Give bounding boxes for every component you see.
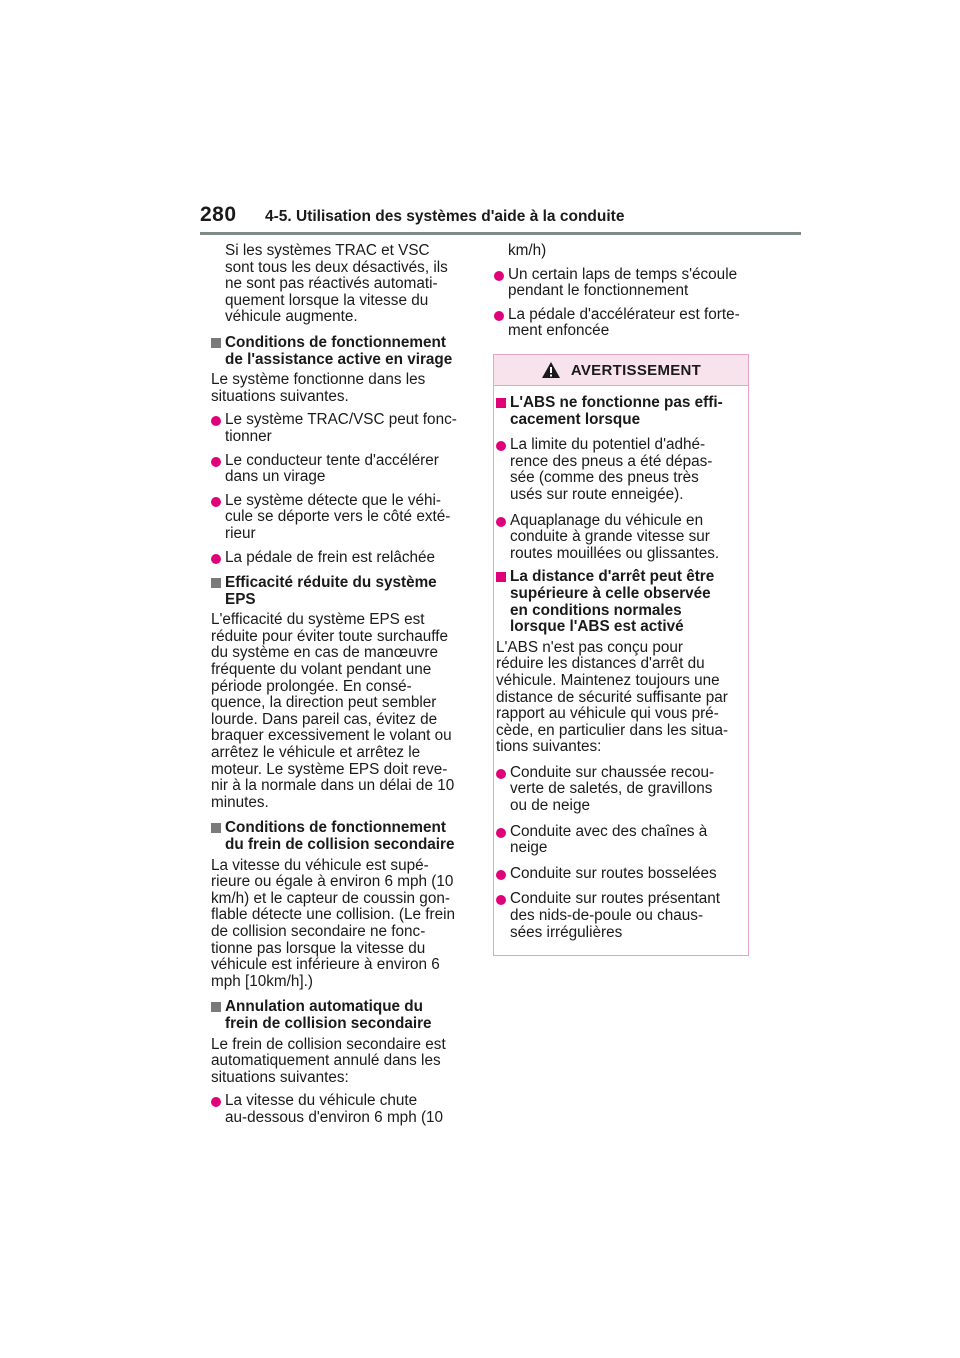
text-line: sées irrégulières: [510, 923, 623, 941]
text-line: La distance d'arrêt peut être: [510, 568, 715, 586]
text-line: Le système détecte que le véhi-: [225, 491, 441, 509]
text-line: usés sur route enneigée).: [510, 485, 684, 503]
list-item-text: [508, 267, 756, 300]
heading-square-icon: [211, 823, 221, 833]
warning-title: AVERTISSEMENT: [570, 361, 702, 379]
text-line: Un certain laps de temps s'écoule: [508, 265, 738, 283]
text-line: Conduite sur routes présentant: [510, 890, 721, 908]
text-line: fréquente du volant pendant une: [211, 661, 432, 679]
text-line: cacement lorsque: [510, 410, 641, 428]
text-line: tionne pas lorsque la vitesse du: [211, 939, 426, 957]
text-line: situations suivantes:: [211, 1068, 349, 1086]
list-item: [496, 513, 739, 563]
list-item: [494, 307, 756, 340]
text-line: arrêtez le véhicule et arrêtez le: [211, 744, 421, 762]
list-item-text: [510, 765, 739, 815]
list-item-text: [225, 493, 473, 543]
bullet-icon: [494, 271, 504, 281]
text-line: nir à la normale dans un délai de 10: [211, 777, 455, 795]
bullet-icon: [211, 416, 221, 426]
text-line: cule se déporte vers le côté exté-: [225, 508, 451, 526]
text-line: Le système TRAC/VSC peut fonc-: [225, 411, 457, 429]
heading-text: [225, 999, 473, 1032]
bullet-icon: [211, 554, 221, 564]
text-line: L'efficacité du système EPS est: [211, 611, 425, 629]
warning-header: [494, 355, 748, 386]
list-item: [496, 765, 739, 815]
heading-text: [225, 575, 473, 608]
bullet-icon: [211, 1097, 221, 1107]
paragraph: [211, 1037, 473, 1087]
paragraph: [211, 372, 473, 405]
bullet-icon: [496, 517, 506, 527]
text-line: Le système fonctionne dans les: [211, 371, 426, 389]
list-item: [211, 1093, 473, 1126]
text-line: moteur. Le système EPS doit reve-: [211, 760, 448, 778]
text-line: ne sont pas réactivés automati-: [225, 275, 438, 293]
text-line: véhicule augmente.: [225, 308, 358, 326]
list-item-text: [225, 412, 473, 445]
paragraph: [211, 612, 473, 811]
text-line: km/h) et le capteur de coussin gon-: [211, 889, 450, 907]
heading-text: [510, 569, 739, 635]
list-item: [496, 437, 739, 503]
text-line: L'ABS n'est pas conçu pour: [496, 638, 683, 656]
text-line: L'ABS ne fonctionne pas effi-: [510, 394, 723, 411]
text-line: Conduite avec des chaînes à: [510, 822, 708, 840]
heading-text: [225, 335, 473, 368]
text-line: La pédale de frein est relâchée: [225, 548, 436, 566]
warning-triangle-icon: [541, 361, 561, 379]
text-line: de collision secondaire ne fonc-: [211, 922, 426, 940]
text-line: rieure ou égale à environ 6 mph (10: [211, 873, 454, 891]
text-line: EPS: [225, 590, 256, 608]
intro-paragraph: [211, 243, 473, 326]
text-line: frein de collision secondaire: [225, 1014, 432, 1032]
heading-square-icon: [496, 398, 506, 408]
list-item-text: [225, 550, 473, 567]
text-line: dans un virage: [225, 468, 326, 486]
text-line: Annulation automatique du: [225, 998, 423, 1016]
text-line: Le frein de collision secondaire est: [211, 1035, 446, 1053]
list-item-text: [510, 437, 739, 503]
text-line: en conditions normales: [510, 601, 682, 619]
warning-body: [494, 386, 748, 941]
text-line: véhicule est inférieure à environ 6: [211, 956, 440, 974]
text-line: rieur: [225, 524, 256, 542]
heading-square-icon: [496, 572, 506, 582]
heading-square-icon: [211, 1002, 221, 1012]
text-line: pendant le fonctionnement: [508, 282, 689, 300]
text-line: neige: [510, 839, 548, 857]
heading-active-cornering: [211, 335, 473, 368]
text-line: période prolongée. En consé-: [211, 677, 412, 695]
text-line: réduite pour éviter toute surchauffe: [211, 627, 448, 645]
text-line: rapport au véhicule qui vous pré-: [496, 705, 719, 723]
list-item: [496, 866, 739, 883]
bullet-icon: [496, 828, 506, 838]
warning-box: [493, 354, 749, 956]
list-item-text: [510, 866, 739, 883]
text-line: sée (comme des pneus très: [510, 469, 699, 487]
text-line: routes mouillées ou glissantes.: [510, 544, 720, 562]
page-number: 280: [200, 203, 237, 226]
list-item: [211, 493, 473, 543]
heading-eps: [211, 575, 473, 608]
list-item: [211, 550, 473, 567]
text-line: lorsque l'ABS est activé: [510, 618, 684, 636]
heading-text: [510, 395, 739, 428]
text-line: braquer excessivement le volant ou: [211, 727, 452, 745]
bullet-icon: [496, 441, 506, 451]
text-line: flable détecte une collision. (Le frein: [211, 906, 456, 924]
text-line: tions suivantes:: [496, 738, 602, 756]
right-column: [494, 243, 756, 340]
bullet-icon: [496, 769, 506, 779]
bullet-icon: [494, 311, 504, 321]
warning-heading-stopping-distance: [496, 569, 739, 635]
text-line: Efficacité réduite du système: [225, 574, 437, 592]
text-line: Si les systèmes TRAC et VSC: [225, 242, 430, 259]
list-item-text: [225, 453, 473, 486]
text-line: Conditions de fonctionnement: [225, 333, 446, 351]
text-line: distance de sécurité suffisante par: [496, 688, 728, 706]
continued-text: [494, 243, 756, 260]
text-line: La vitesse du véhicule est supé-: [211, 856, 429, 874]
text-line: de l'assistance active en virage: [225, 350, 453, 368]
list-item: [496, 824, 739, 857]
text-line: La pédale d'accélérateur est forte-: [508, 305, 740, 323]
text-line: Le conducteur tente d'accélérer: [225, 451, 439, 469]
list-item: [211, 412, 473, 445]
heading-auto-cancel: [211, 999, 473, 1032]
text-line: conduite à grande vitesse sur: [510, 528, 710, 546]
heading-text: [225, 820, 473, 853]
paragraph: [496, 640, 739, 756]
text-line: quence, la direction peut sembler: [211, 694, 437, 712]
left-column: [211, 243, 473, 1127]
warning-heading-abs: [496, 395, 739, 428]
text-line: automatiquement annulé dans les: [211, 1052, 441, 1070]
text-line: La vitesse du véhicule chute: [225, 1092, 418, 1110]
text-line: supérieure à celle observée: [510, 584, 711, 602]
text-line: Conduite sur routes bosselées: [510, 864, 717, 882]
text-line: sont tous les deux désactivés, ils: [225, 258, 448, 276]
text-line: quement lorsque la vitesse du: [225, 291, 429, 309]
text-line: Conditions de fonctionnement: [225, 819, 446, 837]
text-line: du système en cas de manœuvre: [211, 644, 439, 662]
list-item: [211, 453, 473, 486]
text-line: au-dessous d'environ 6 mph (10: [225, 1108, 444, 1126]
text-line: ment enfoncée: [508, 322, 610, 340]
list-item: [494, 267, 756, 300]
text-line: des nids-de-poule ou chaus-: [510, 907, 704, 925]
bullet-icon: [211, 457, 221, 467]
text-line: réduire les distances d'arrêt du: [496, 655, 705, 673]
text-line: km/h): [508, 242, 547, 259]
heading-secondary-collision-brake: [211, 820, 473, 853]
text-line: verte de saletés, de gravillons: [510, 780, 713, 798]
heading-square-icon: [211, 578, 221, 588]
text-line: rence des pneus a été dépas-: [510, 452, 713, 470]
text-line: situations suivantes.: [211, 387, 349, 405]
text-line: cède, en particulier dans les situa-: [496, 721, 729, 739]
text-line: Aquaplanage du véhicule en: [510, 511, 704, 529]
text-line: mph [10km/h].): [211, 972, 314, 990]
list-item-text: [225, 1093, 473, 1126]
header-rule: [200, 232, 801, 235]
bullet-icon: [211, 497, 221, 507]
list-item-text: [510, 891, 739, 941]
text-line: La limite du potentiel d'adhé-: [510, 436, 706, 454]
list-item-text: [508, 307, 756, 340]
text-line: Conduite sur chaussée recou-: [510, 763, 715, 781]
text-line: tionner: [225, 427, 272, 445]
paragraph: [211, 858, 473, 991]
text-line: du frein de collision secondaire: [225, 836, 455, 853]
heading-square-icon: [211, 338, 221, 348]
bullet-icon: [496, 895, 506, 905]
text-line: lourde. Dans pareil cas, évitez de: [211, 710, 438, 728]
text-line: véhicule. Maintenez toujours une: [496, 671, 720, 689]
list-item-text: [510, 824, 739, 857]
bullet-icon: [496, 870, 506, 880]
text-line: ou de neige: [510, 797, 590, 815]
text-line: minutes.: [211, 793, 269, 811]
list-item: [496, 891, 739, 941]
list-item-text: [510, 513, 739, 563]
section-title: 4-5. Utilisation des systèmes d'aide à la conduite: [265, 208, 625, 225]
